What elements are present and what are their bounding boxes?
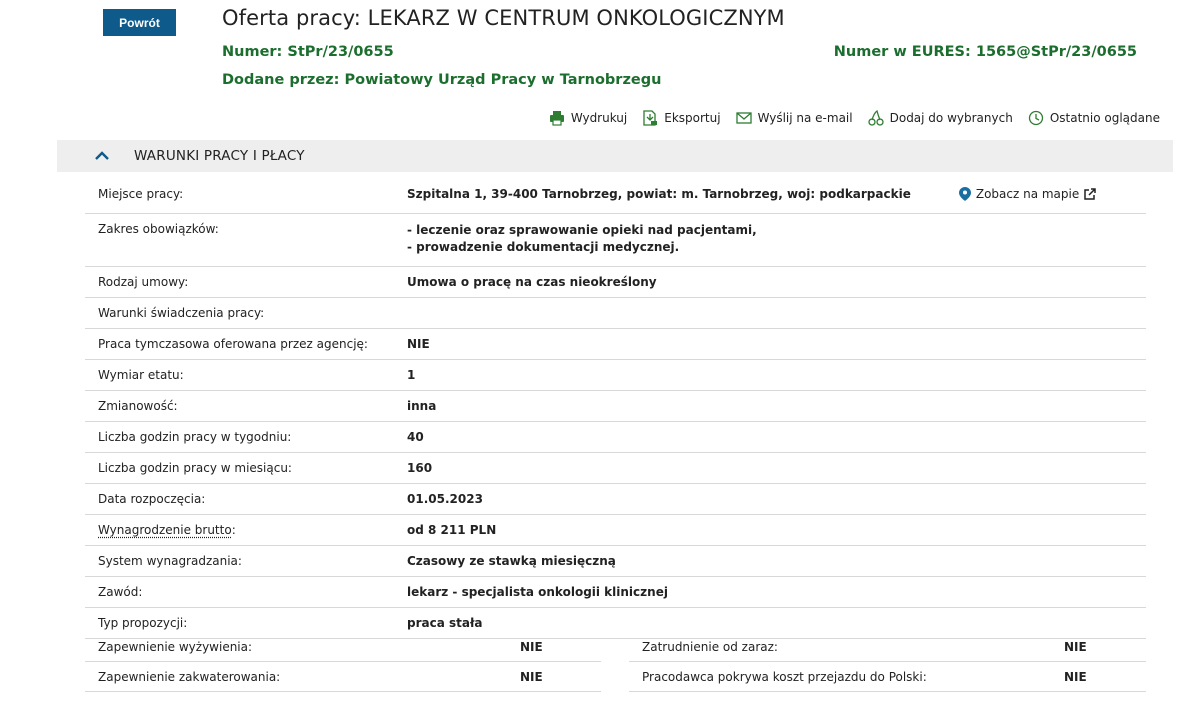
print-button[interactable] (549, 110, 627, 126)
show-on-map-label: Zobacz na mapie (975, 187, 1080, 201)
recently-viewed-button[interactable] (1028, 110, 1160, 126)
added-by-label: Dodane przez: (222, 72, 340, 88)
benefits-table (85, 632, 1146, 692)
show-on-map-link[interactable] (959, 187, 1096, 201)
row-value-immediate: NIE (1064, 640, 1087, 654)
row-value-place (407, 179, 1146, 201)
row-value-contract: Umowa o pracę na czas nieokreślony (407, 275, 657, 289)
row-label-fte: Wymiar etatu: (98, 368, 184, 382)
map-pin-icon (959, 187, 971, 201)
salary-label-colon: : (231, 523, 236, 537)
export-label: Eksportuj (664, 111, 721, 125)
row-label-immediate: Zatrudnienie od zaraz: (642, 640, 778, 654)
action-toolbar (549, 110, 1160, 126)
chevron-up-icon[interactable] (94, 148, 110, 164)
row-label-place: Miejsce pracy: (98, 187, 184, 201)
added-by-value: Powiatowy Urząd Pracy w Tarnobrzegu (344, 72, 662, 88)
added-by (222, 72, 661, 88)
table-row (85, 546, 1146, 577)
eures-number (834, 44, 1137, 60)
row-label-conditions: Warunki świadczenia pracy: (98, 306, 265, 320)
section-header-working-conditions[interactable] (57, 140, 1173, 172)
export-icon (642, 110, 658, 126)
table-row (629, 662, 1146, 692)
duty-item: - leczenie oraz sprawowanie opieki nad pacjentami, (407, 223, 757, 237)
row-label-duties: Zakres obowiązków: (98, 222, 219, 236)
row-label-food: Zapewnienie wyżywienia: (98, 640, 253, 654)
print-label: Wydrukuj (570, 111, 628, 125)
table-row (85, 484, 1146, 515)
conditions-table (85, 179, 1146, 639)
row-value-agency: NIE (407, 337, 430, 351)
table-row (85, 360, 1146, 391)
offer-number-value: StPr/23/0655 (287, 44, 394, 60)
table-row (85, 179, 1146, 214)
row-value-hours-week: 40 (407, 430, 424, 444)
row-value-salary: od 8 211 PLN (407, 523, 497, 537)
row-label-offer-type: Typ propozycji: (98, 616, 188, 630)
row-label-hours-month: Liczba godzin pracy w miesiącu: (98, 461, 292, 475)
eures-number-value: 1565@StPr/23/0655 (975, 44, 1137, 60)
page-title: Oferta pracy: LEKARZ W CENTRUM ONKOLOGICZNYM (222, 6, 785, 30)
benefits-left-column (85, 632, 601, 692)
row-value-housing: NIE (520, 670, 543, 684)
row-value-hours-month: 160 (407, 461, 433, 475)
row-label-salary (85, 515, 407, 537)
recent-label: Ostatnio oglądane (1049, 111, 1160, 125)
cherries-icon (868, 110, 884, 126)
table-row (85, 632, 601, 662)
duty-item: - prowadzenie dokumentacji medycznej. (407, 240, 680, 254)
offer-number-label: Numer: (222, 44, 283, 60)
row-value-occupation: lekarz - specjalista onkologii klinicznej (407, 585, 668, 599)
row-label-shifts: Zmianowość: (98, 399, 178, 413)
row-value-start-date: 01.05.2023 (407, 492, 483, 506)
table-row (85, 298, 1146, 329)
row-label-travel: Pracodawca pokrywa koszt przejazdu do Polski: (642, 670, 927, 684)
eures-number-label: Numer w EURES: (833, 44, 971, 60)
place-value: Szpitalna 1, 39-400 Tarnobrzeg, powiat: m. Tarnobrzeg, woj: podkarpackie (407, 187, 911, 201)
table-row (85, 422, 1146, 453)
table-row (85, 391, 1146, 422)
table-row (85, 577, 1146, 608)
table-row (629, 632, 1146, 662)
row-value-conditions (407, 298, 1146, 306)
row-value-travel: NIE (1064, 670, 1087, 684)
add-to-favorites-button[interactable] (868, 110, 1013, 126)
external-link-icon (1084, 187, 1096, 201)
table-row (85, 515, 1146, 546)
envelope-icon (736, 110, 752, 126)
favorites-label: Dodaj do wybranych (889, 111, 1013, 125)
row-label-pay-system: System wynagradzania: (98, 554, 242, 568)
table-row (85, 662, 601, 692)
table-row (85, 214, 1146, 267)
table-row (85, 329, 1146, 360)
row-value-shifts: inna (407, 399, 437, 413)
row-label-occupation: Zawód: (98, 585, 143, 599)
email-button[interactable] (736, 110, 853, 126)
email-label: Wyślij na e-mail (757, 111, 853, 125)
benefits-right-column (629, 632, 1146, 692)
row-value-fte: 1 (407, 368, 416, 382)
row-label-contract: Rodzaj umowy: (98, 275, 189, 289)
row-label-agency: Praca tymczasowa oferowana przez agencję: (98, 337, 368, 351)
clock-icon (1028, 110, 1044, 126)
salary-label-abbr[interactable]: Wynagrodzenie brutto (98, 523, 232, 537)
back-button[interactable]: Powrót (103, 9, 176, 36)
printer-icon (549, 110, 565, 126)
export-button[interactable] (642, 110, 720, 126)
row-value-duties (407, 214, 1146, 256)
row-label-start-date: Data rozpoczęcia: (98, 492, 206, 506)
row-label-hours-week: Liczba godzin pracy w tygodniu: (98, 430, 292, 444)
row-value-pay-system: Czasowy ze stawką miesięczną (407, 554, 616, 568)
table-row (85, 267, 1146, 298)
table-row (85, 453, 1146, 484)
offer-number (222, 44, 394, 60)
row-value-offer-type: praca stała (407, 616, 483, 630)
row-label-housing: Zapewnienie zakwaterowania: (98, 670, 281, 684)
section-title: WARUNKI PRACY I PŁACY (134, 148, 305, 164)
row-value-food: NIE (520, 640, 543, 654)
